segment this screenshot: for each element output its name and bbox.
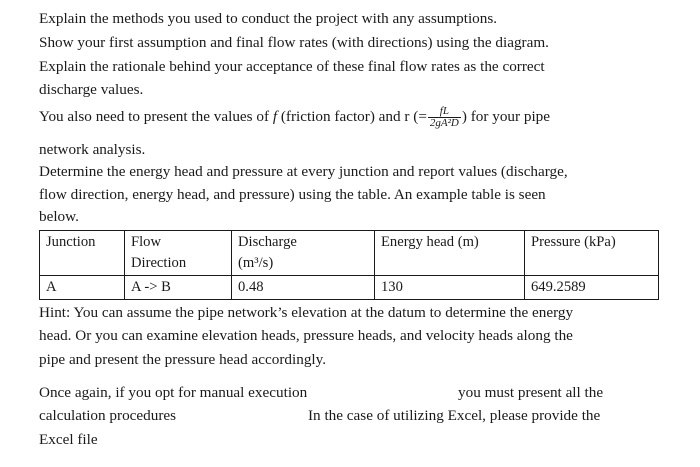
formula-post: ) for your pipe xyxy=(461,107,551,125)
header-discharge-line1: Discharge xyxy=(238,234,297,250)
text-line: calculation procedures xyxy=(39,407,177,424)
header-discharge-line2: (m³/s) xyxy=(238,255,274,271)
header-flow-line2: Direction xyxy=(131,255,187,271)
formula-line xyxy=(39,106,550,129)
r-fraction xyxy=(428,106,461,129)
cell-pressure: 649.2589 xyxy=(525,276,659,300)
text-line: In the case of utilizing Excel, please provide the xyxy=(308,407,601,424)
text-line: Excel file xyxy=(39,431,98,448)
text-line: Show your first assumption and final flow rates (with directions) using the diagram. xyxy=(39,34,549,51)
header-pressure: Pressure (kPa) xyxy=(525,231,659,276)
friction-factor-symbol: f xyxy=(272,107,278,125)
table-row xyxy=(40,276,659,300)
fraction-numerator: fL xyxy=(428,106,461,118)
text-line: pipe and present the pressure head accordingly. xyxy=(39,351,327,368)
fraction-denominator: 2gA²D xyxy=(429,117,459,129)
text-line: Once again, if you opt for manual execution xyxy=(39,384,308,401)
formula-mid: (friction factor) and r (= xyxy=(277,107,427,125)
cell-discharge: 0.48 xyxy=(232,276,375,300)
header-energy-head: Energy head (m) xyxy=(375,231,525,276)
text-line: network analysis. xyxy=(39,141,146,158)
header-flow-line1: Flow xyxy=(131,234,162,250)
text-line: Explain the methods you used to conduct the project with any assumptions. xyxy=(39,10,498,27)
header-junction: Junction xyxy=(40,231,125,276)
text-line: Hint: You can assume the pipe network’s elevation at the datum to determine the energy xyxy=(39,304,574,321)
text-line: flow direction, energy head, and pressure) using the table. An example table is seen xyxy=(39,186,546,203)
text-line: discharge values. xyxy=(39,81,144,98)
text-line: Explain the rationale behind your acceptance of these final flow rates as the correct xyxy=(39,58,545,75)
text-line: head. Or you can examine elevation heads, pressure heads, and velocity heads along the xyxy=(39,327,573,344)
table-header-row xyxy=(40,231,659,276)
cell-energy-head: 130 xyxy=(375,276,525,300)
cell-junction: A xyxy=(40,276,125,300)
text-line: Determine the energy head and pressure at every junction and report values (discharge, xyxy=(39,163,568,180)
cell-flow-direction: A -> B xyxy=(125,276,232,300)
header-flow-direction xyxy=(125,231,232,276)
formula-pre: You also need to present the values of xyxy=(39,107,273,125)
text-line: below. xyxy=(39,208,79,225)
text-line: you must present all the xyxy=(458,384,604,401)
header-discharge xyxy=(232,231,375,276)
example-table xyxy=(39,230,659,300)
